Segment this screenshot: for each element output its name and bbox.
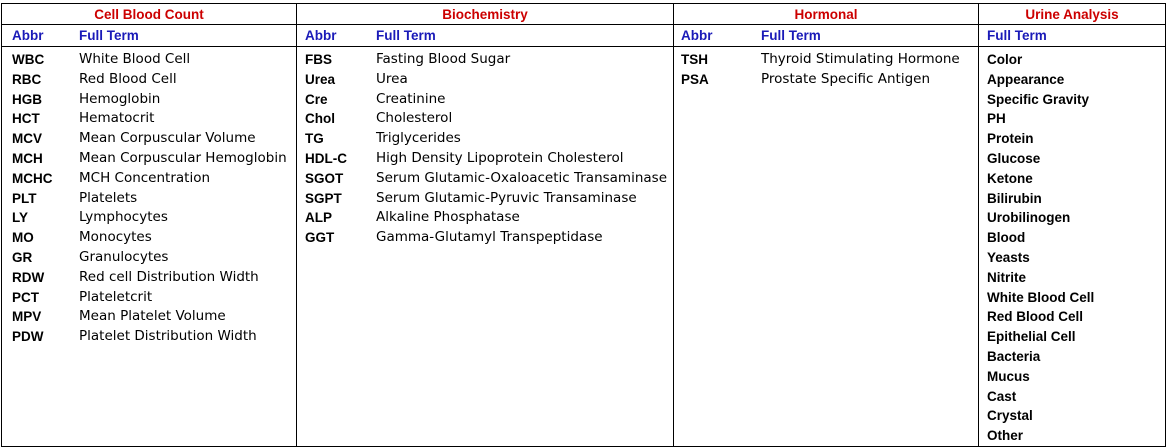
cbc-subheader [2,25,297,47]
list-item [979,149,1165,169]
abbr-heading: Abbr [12,28,44,43]
list-item [297,109,673,129]
urine-test-name: White Blood Cell [987,289,1095,305]
list-item [979,70,1165,90]
header-cell-blood-count: Cell Blood Count [2,4,297,25]
full-term-cell: Platelet Distribution Width [79,328,257,345]
urine-test-name: Cast [987,388,1017,404]
full-term-heading: Full Term [987,28,1047,43]
full-term-heading: Full Term [761,28,821,43]
list-item [2,288,296,308]
list-item [979,288,1165,308]
list-item [2,90,296,110]
list-item [2,208,296,228]
hor-list [674,47,978,90]
full-term-cell: Alkaline Phosphatase [376,209,520,226]
list-item [979,307,1165,327]
abbr-cell: WBC [12,52,45,67]
full-term-cell: Platelets [79,189,138,206]
abbr-cell: MPV [12,309,42,325]
abbr-cell: TSH [681,52,708,67]
cbc-column [2,47,297,447]
full-term-cell: Hemoglobin [79,90,161,107]
full-term-cell: Red cell Distribution Width [79,268,259,285]
list-item [979,169,1165,189]
urine-test-name: Blood [987,230,1026,246]
urine-list [979,47,1165,446]
abbr-cell: PSA [681,71,709,87]
bio-subheader [297,25,674,47]
list-item [297,129,673,149]
full-term-cell: Gamma-Glutamyl Transpeptidase [376,229,603,246]
abbr-cell: MCV [12,131,42,147]
list-item [979,189,1165,209]
list-item [2,149,296,169]
list-item [297,70,673,90]
abbr-cell: HCT [12,111,40,127]
list-item [674,50,978,70]
list-item [297,189,673,209]
list-item [979,268,1165,288]
full-term-cell: High Density Lipoprotein Cholesterol [376,149,624,166]
abbr-cell: HGB [12,91,42,107]
list-item [2,129,296,149]
urine-column [979,47,1166,447]
full-term-cell: Plateletcrit [79,288,153,305]
list-item [297,90,673,110]
full-term-cell: Red Blood Cell [79,70,177,87]
header-urine-analysis: Urine Analysis [979,4,1166,25]
abbr-cell: MO [12,230,34,246]
urine-test-name: Bacteria [987,348,1041,364]
full-term-cell: Monocytes [79,229,152,246]
list-item [297,169,673,189]
abbr-cell: PCT [12,289,39,305]
list-item [2,70,296,90]
abbr-cell: PLT [12,190,37,206]
list-item [297,208,673,228]
full-term-cell: Cholesterol [376,110,453,127]
full-term-cell: Granulocytes [79,248,169,265]
hor-subheader [674,25,979,47]
abbr-cell: HDL-C [305,150,347,166]
urine-test-name: Red Blood Cell [987,309,1084,325]
urine-test-name: Protein [987,131,1034,147]
urine-subheader [979,25,1166,47]
urine-test-name: Nitrite [987,269,1027,285]
urine-test-name: Urobilinogen [987,210,1071,226]
header-biochemistry: Biochemistry [297,4,674,25]
header-hormonal: Hormonal [674,4,979,25]
full-term-heading: Full Term [79,28,139,43]
abbr-cell: ALP [305,210,332,226]
urine-test-name: Specific Gravity [987,91,1090,107]
list-item [979,406,1165,426]
body-row [2,47,1166,447]
urine-test-name: Glucose [987,150,1041,166]
cbc-list [2,47,296,347]
lab-abbreviations-table [1,3,1166,447]
hor-column [674,47,979,447]
full-term-cell: Fasting Blood Sugar [376,51,511,67]
abbr-cell: SGOT [305,170,344,186]
list-item [2,268,296,288]
full-term-cell: Serum Glutamic-Oxaloacetic Transaminase [376,169,668,186]
abbr-heading: Abbr [681,28,713,43]
list-item [979,109,1165,129]
list-item [2,50,296,70]
list-item [2,228,296,248]
full-term-cell: Lymphocytes [79,209,168,226]
abbr-cell: Cre [305,91,328,107]
list-item [297,50,673,70]
list-item [979,228,1165,248]
urine-test-name: Other [987,428,1024,444]
full-term-cell: Thyroid Stimulating Hormone [761,51,960,67]
full-term-cell: Mean Platelet Volume [79,308,226,325]
list-item [2,307,296,327]
list-item [297,228,673,248]
list-item [979,387,1165,407]
list-item [674,70,978,90]
abbr-cell: GR [12,249,33,265]
abbr-cell: RBC [12,71,42,87]
full-term-cell: Triglycerides [376,130,461,147]
urine-test-name: Bilirubin [987,190,1042,206]
list-item [2,327,296,347]
urine-test-name: Yeasts [987,249,1030,265]
full-term-cell: Creatinine [376,90,446,107]
list-item [979,50,1165,70]
list-item [2,109,296,129]
urine-test-name: Epithelial Cell [987,329,1076,345]
full-term-cell: MCH Concentration [79,169,211,186]
list-item [979,90,1165,110]
urine-test-name: Crystal [987,408,1033,424]
urine-test-name: Appearance [987,71,1065,87]
list-item [979,327,1165,347]
full-term-cell: Mean Corpuscular Hemoglobin [79,149,287,166]
urine-test-name: PH [987,111,1006,127]
list-item [2,248,296,268]
abbr-cell: MCH [12,150,43,166]
bio-list [297,47,673,248]
list-item [979,347,1165,367]
abbr-cell: FBS [305,52,332,67]
list-item [979,426,1165,446]
list-item [2,169,296,189]
abbr-cell: Urea [305,71,336,87]
abbr-cell: LY [12,210,29,226]
header-row [2,4,1166,25]
abbr-cell: SGPT [305,190,342,206]
abbr-cell: MCHC [12,170,53,186]
subheader-row [2,25,1166,47]
urine-test-name: Mucus [987,368,1030,384]
full-term-cell: Serum Glutamic-Pyruvic Transaminase [376,189,637,206]
urine-test-name: Color [987,52,1023,67]
abbr-cell: RDW [12,269,45,285]
full-term-cell: Urea [376,70,408,87]
abbr-cell: TG [305,131,324,147]
list-item [979,367,1165,387]
list-item [979,208,1165,228]
urine-test-name: Ketone [987,170,1033,186]
list-item [2,189,296,209]
full-term-cell: White Blood Cell [79,51,191,67]
list-item [297,149,673,169]
full-term-cell: Hematocrit [79,110,155,127]
abbr-cell: GGT [305,230,335,246]
bio-column [297,47,674,447]
full-term-heading: Full Term [376,28,436,43]
list-item [979,248,1165,268]
full-term-cell: Prostate Specific Antigen [761,70,931,87]
abbr-cell: PDW [12,329,44,345]
list-item [979,129,1165,149]
full-term-cell: Mean Corpuscular Volume [79,130,256,147]
abbr-cell: Chol [305,111,335,127]
abbr-heading: Abbr [305,28,337,43]
